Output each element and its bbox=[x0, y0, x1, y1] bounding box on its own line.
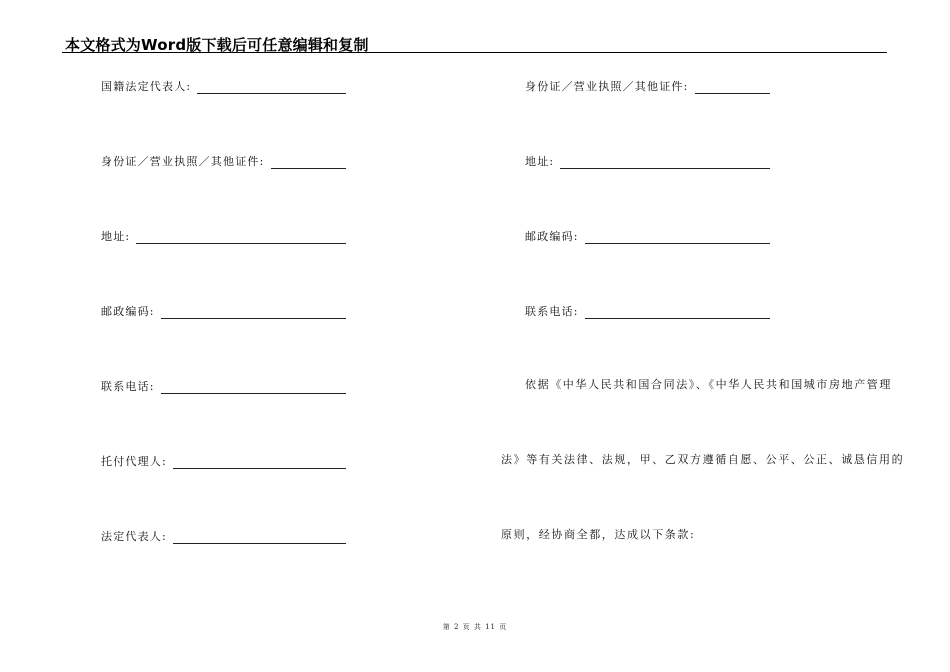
blank-line[interactable] bbox=[136, 231, 346, 244]
blank-line[interactable] bbox=[695, 81, 770, 94]
field-label: 联系电话: bbox=[101, 380, 155, 393]
field-label: 身份证／营业执照／其他证件: bbox=[525, 80, 689, 93]
document-header-title: 本文格式为Word版下载后可任意编辑和复制 bbox=[65, 36, 369, 54]
blank-line[interactable] bbox=[161, 381, 346, 394]
field-id-document bbox=[101, 153, 346, 169]
header-divider bbox=[62, 52, 887, 53]
field-phone bbox=[101, 378, 346, 394]
field-label: 联系电话: bbox=[525, 305, 579, 318]
field-nationality-legal-representative bbox=[101, 78, 346, 94]
field-label: 国籍法定代表人: bbox=[101, 80, 192, 93]
field-label: 托付代理人: bbox=[101, 455, 167, 468]
field-label: 邮政编码: bbox=[525, 230, 579, 243]
field-postal-code bbox=[101, 303, 346, 319]
field-postal-code-right bbox=[525, 228, 770, 244]
field-legal-representative bbox=[101, 528, 346, 544]
page-number: 第 2 页 共 11 页 bbox=[442, 623, 508, 631]
blank-line[interactable] bbox=[560, 156, 770, 169]
field-phone-right bbox=[525, 303, 770, 319]
blank-line[interactable] bbox=[585, 231, 770, 244]
field-label: 地址: bbox=[525, 155, 555, 168]
blank-line[interactable] bbox=[173, 456, 346, 469]
field-id-document-right bbox=[525, 78, 770, 94]
field-address-right bbox=[525, 153, 770, 169]
paragraph-line-3: 原则，经协商全都，达成以下条款: bbox=[501, 528, 696, 541]
field-authorized-agent bbox=[101, 453, 346, 469]
field-address bbox=[101, 228, 346, 244]
paragraph-line-1: 依据《中华人民共和国合同法》、《中华人民共和国城市房地产管理 bbox=[525, 378, 892, 391]
blank-line[interactable] bbox=[585, 306, 770, 319]
blank-line[interactable] bbox=[197, 81, 346, 94]
blank-line[interactable] bbox=[173, 531, 346, 544]
paragraph-line-2: 法》等有关法律、法规，甲、乙双方遵循自愿、公平、公正、诚恳信用的 bbox=[501, 453, 905, 466]
field-label: 身份证／营业执照／其他证件: bbox=[101, 155, 265, 168]
blank-line[interactable] bbox=[161, 306, 346, 319]
field-label: 邮政编码: bbox=[101, 305, 155, 318]
field-label: 法定代表人: bbox=[101, 530, 167, 543]
blank-line[interactable] bbox=[271, 156, 346, 169]
field-label: 地址: bbox=[101, 230, 131, 243]
